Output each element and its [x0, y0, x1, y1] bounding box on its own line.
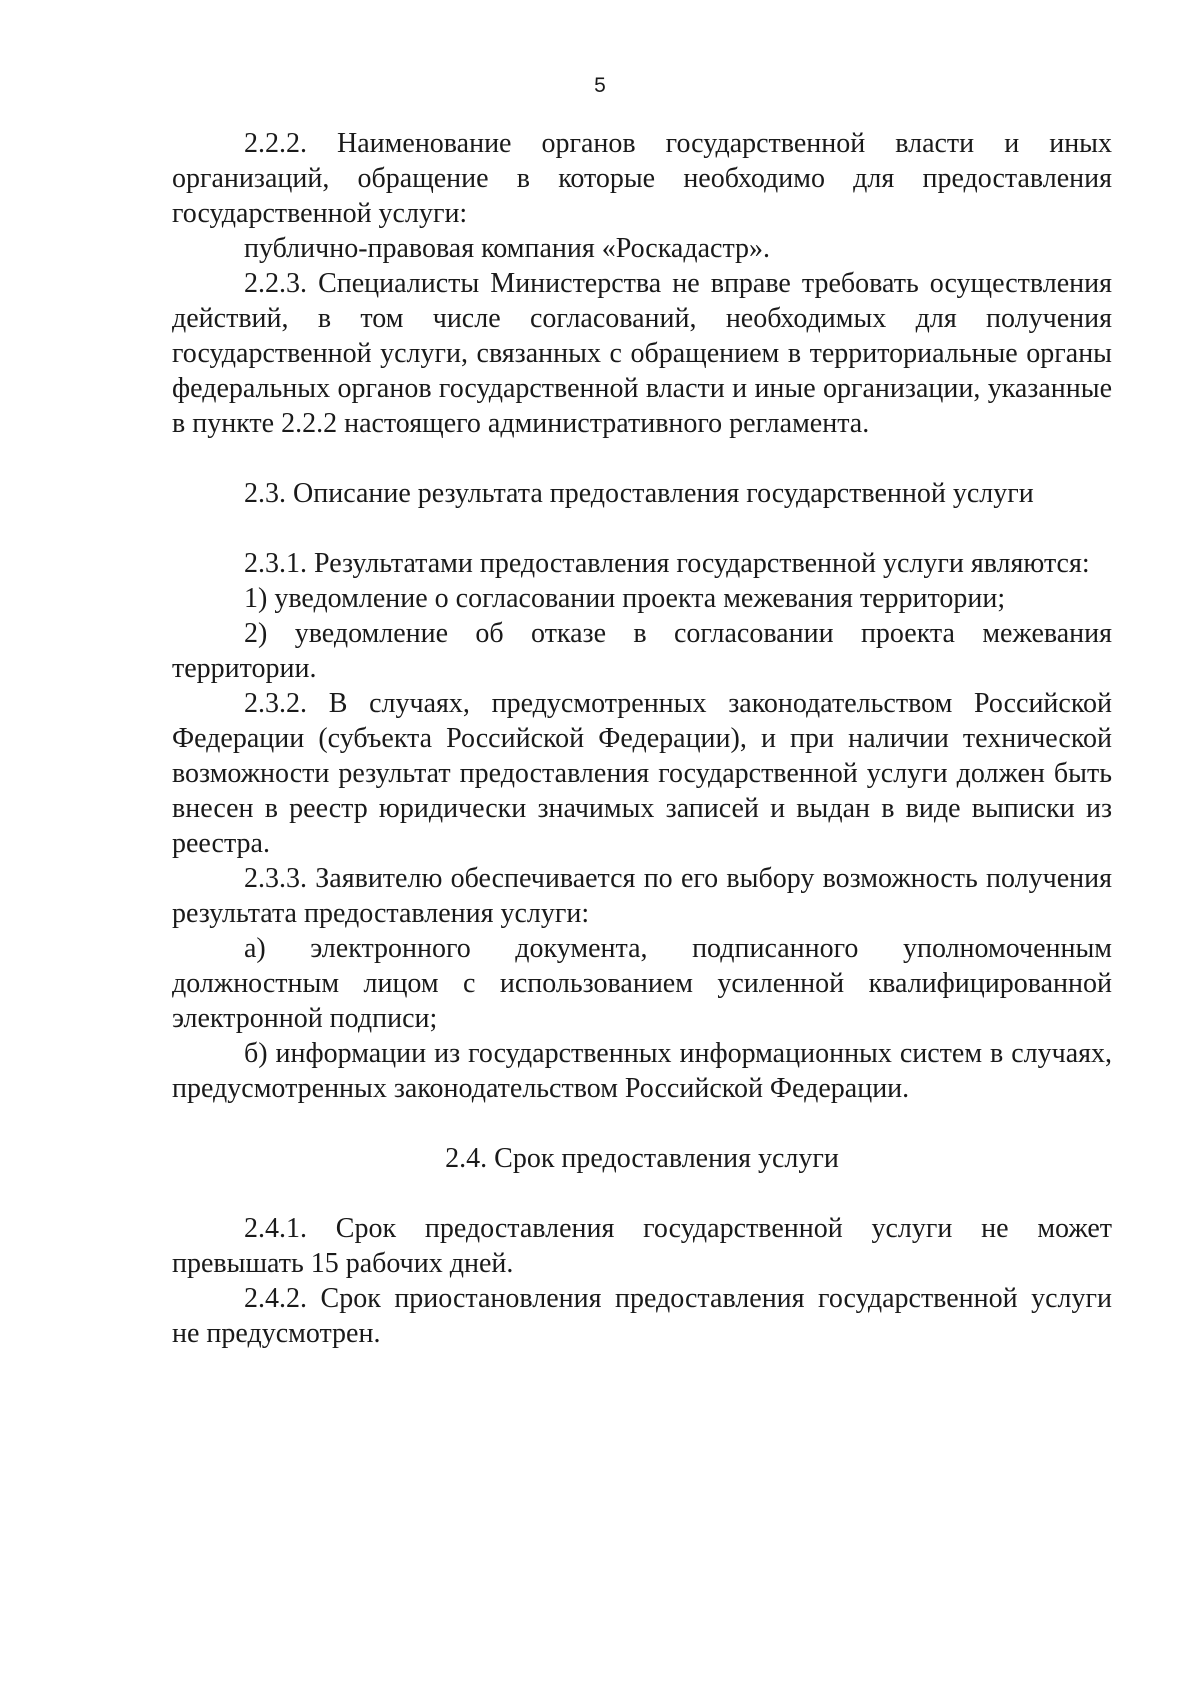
section-heading-2-4: 2.4. Срок предоставления услуги: [445, 1143, 839, 1174]
document-body: [172, 126, 1112, 1351]
paragraph-2-3-1: 2.3.1. Результатами предоставления государственной услуги являются:: [244, 548, 1090, 579]
list-item-1: 1) уведомление о согласовании проекта межевания территории;: [244, 583, 1006, 614]
page-number: 5: [594, 74, 606, 97]
list-item-a: а) электронного документа, подписанного уполномоченным должностным лицом с использованием усиленной квалифицированной электронной подписи;: [172, 933, 1112, 1034]
paragraph-2-3-2: 2.3.2. В случаях, предусмотренных законодательством Российской Федерации (субъекта Российской Федерации), и при наличии технической возможности результат предоставления государственной услуги должен быть внесен в реестр юридически значимых записей и выдан в виде выписки из реестра.: [172, 688, 1112, 859]
list-item-2: 2) уведомление об отказе в согласовании проекта межевания территории.: [172, 618, 1112, 684]
section-heading-2-3: 2.3. Описание результата предоставления государственной услуги: [244, 478, 1034, 509]
list-item-b: б) информации из государственных информационных систем в случаях, предусмотренных законодательством Российской Федерации.: [172, 1038, 1112, 1104]
paragraph-2-3-3: 2.3.3. Заявителю обеспечивается по его выбору возможность получения результата предоставления услуги:: [172, 863, 1112, 929]
paragraph-2-4-1: 2.4.1. Срок предоставления государственной услуги не может превышать 15 рабочих дней.: [172, 1213, 1112, 1279]
paragraph-2-2-2: 2.2.2. Наименование органов государственной власти и иных организаций, обращение в которые необходимо для предоставления государственной услуги:: [172, 128, 1112, 229]
paragraph-2-4-2: 2.4.2. Срок приостановления предоставления государственной услуги не предусмотрен.: [172, 1283, 1112, 1349]
paragraph-2-2-3: 2.2.3. Специалисты Министерства не вправе требовать осуществления действий, в том числе согласований, необходимых для получения государственной услуги, связанных с обращением в территориальные органы федеральных органов государственной власти и иные организации, указанные в пункте 2.2.2 настоящего административного регламента.: [172, 268, 1112, 439]
paragraph-roskadastr: публично-правовая компания «Роскадастр».: [244, 233, 771, 264]
